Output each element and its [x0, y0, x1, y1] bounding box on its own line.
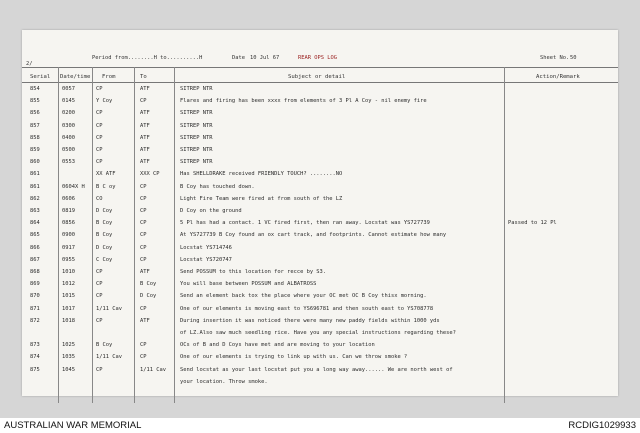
to-cell: CP: [140, 305, 147, 312]
column-header-from: From: [102, 74, 116, 80]
subject-cell: Light Fire Team were fired at from south of the LZ: [180, 195, 343, 202]
from-cell: CP: [96, 317, 103, 324]
to-cell: ATF: [140, 147, 150, 153]
subject-cell: Send POSSUM to this location for recce by S3.: [180, 269, 327, 275]
log-row: [22, 367, 618, 377]
to-cell: ATF: [140, 86, 150, 92]
to-cell: CP: [140, 232, 147, 239]
to-cell: CP: [140, 354, 147, 361]
from-cell: Y Coy: [96, 98, 113, 105]
header-rule-bottom: [22, 82, 618, 83]
from-cell: CP: [96, 159, 103, 166]
serial-cell: 868: [30, 269, 40, 275]
from-cell: CP: [96, 134, 103, 141]
log-title: REAR OPS LOG: [298, 55, 337, 61]
serial-cell: 861: [30, 171, 40, 178]
to-cell: XXX CP: [140, 171, 160, 178]
log-sheet: [22, 30, 618, 396]
subject-cell: Has SHELLDRAKE received FRIENDLY TOUCH? ........NO: [180, 171, 343, 178]
footer-id: RCDIG1029933: [568, 420, 636, 431]
datetime-cell: 1010: [62, 269, 75, 275]
log-row: [22, 196, 618, 206]
log-row: [22, 330, 618, 340]
datetime-cell: 1018: [62, 317, 75, 324]
datetime-cell: 0200: [62, 110, 75, 117]
log-row: [22, 171, 618, 181]
column-header-subject: Subject or detail: [288, 74, 346, 80]
subject-cell: D Coy on the ground: [180, 208, 242, 214]
datetime-cell: 0300: [62, 122, 75, 129]
log-row: [22, 257, 618, 267]
from-cell: B Coy: [96, 220, 113, 227]
log-row: [22, 232, 618, 242]
from-cell: C Coy: [96, 256, 113, 263]
footer-source: AUSTRALIAN WAR MEMORIAL: [4, 420, 142, 431]
subject-cell: SITREP NTR: [180, 134, 213, 141]
from-cell: CO: [96, 195, 103, 202]
from-cell: CP: [96, 147, 103, 153]
serial-cell: 860: [30, 159, 40, 166]
subject-cell: OCs of B and D Coys have met and are moving to your location: [180, 342, 375, 349]
from-cell: CP: [96, 122, 103, 129]
log-row: [22, 98, 618, 108]
to-cell: ATF: [140, 110, 150, 117]
to-cell: CP: [140, 244, 147, 251]
to-cell: CP: [140, 195, 147, 202]
serial-cell: 854: [30, 86, 40, 92]
from-cell: CP: [96, 110, 103, 117]
serial-cell: 874: [30, 354, 40, 361]
datetime-cell: 1015: [62, 293, 75, 300]
subject-cell: SITREP NTR: [180, 110, 213, 117]
subject-cell: At YS727739 B Coy found an ox cart track, and footprints. Cannot estimate how many: [180, 232, 447, 239]
subject-cell: Send an element back tox the place where your OC met OC B Coy thisx morning.: [180, 293, 427, 300]
datetime-cell: 0819: [62, 208, 75, 214]
serial-cell: 870: [30, 293, 40, 300]
action-cell: Passed to 12 Pl: [508, 220, 557, 227]
subject-cell: SITREP NTR: [180, 147, 213, 153]
subject-cell: Locstat YS720747: [180, 256, 232, 263]
subject-cell: You will base between POSSUM and ALBATROSS: [180, 281, 317, 288]
to-cell: CP: [140, 98, 147, 105]
to-cell: 1/11 Cav: [140, 366, 166, 373]
subject-cell: Flares and firing has been xxxx from elements of 3 Pl A Coy - nil enemy fire: [180, 98, 427, 105]
datetime-cell: 0500: [62, 147, 75, 153]
sheet-number: 50: [570, 55, 577, 61]
log-row: [22, 342, 618, 352]
serial-cell: 872: [30, 317, 40, 324]
subject-cell: SITREP NTR: [180, 122, 213, 129]
to-cell: CP: [140, 220, 147, 227]
log-row: [22, 354, 618, 364]
serial-cell: 858: [30, 134, 40, 141]
column-header-serial: Serial: [30, 74, 51, 80]
log-row: [22, 245, 618, 255]
to-cell: CP: [140, 342, 147, 349]
subject-cell: B Coy has touched down.: [180, 183, 255, 190]
from-cell: 1/11 Cav: [96, 305, 122, 312]
to-cell: D Coy: [140, 293, 157, 300]
datetime-cell: 0553: [62, 159, 75, 166]
to-cell: CP: [140, 256, 147, 263]
from-cell: B Coy: [96, 342, 113, 349]
sheet-label: Sheet No.: [540, 55, 570, 61]
log-row: [22, 135, 618, 145]
from-cell: CP: [96, 281, 103, 288]
from-cell: B Coy: [96, 232, 113, 239]
column-header-datetime: Date/time: [60, 74, 91, 80]
serial-cell: 875: [30, 366, 40, 373]
serial-cell: 871: [30, 305, 40, 312]
subject-cell: One of our elements is trying to link up with us. Can we throw smoke ?: [180, 354, 408, 361]
subject-cell: of LZ.Also saw much seedling rice. Have you any special instructions regarding these?: [180, 330, 456, 336]
datetime-cell: 1012: [62, 281, 75, 288]
date-label: Date: [232, 55, 245, 61]
to-cell: CP: [140, 183, 147, 190]
serial-cell: 869: [30, 281, 40, 288]
datetime-cell: 1025: [62, 342, 75, 349]
datetime-cell: 0145: [62, 98, 75, 105]
from-cell: CP: [96, 269, 103, 275]
to-cell: CP: [140, 208, 147, 214]
serial-cell: 855: [30, 98, 40, 105]
to-cell: ATF: [140, 159, 150, 166]
serial-cell: 861: [30, 183, 40, 190]
log-row: [22, 147, 618, 157]
log-row: [22, 208, 618, 218]
log-row: [22, 269, 618, 279]
column-header-action: Action/Remark: [536, 74, 580, 80]
datetime-cell: 0917: [62, 244, 75, 251]
datetime-cell: 0856: [62, 220, 75, 227]
subject-cell: During insertion it was noticed there were many new paddy fields within 1000 yds: [180, 317, 440, 324]
to-cell: ATF: [140, 269, 150, 275]
from-cell: CP: [96, 366, 103, 373]
datetime-cell: 0606: [62, 195, 75, 202]
log-row: [22, 220, 618, 230]
log-row: [22, 306, 618, 316]
period-label: Period from........H to..........H: [92, 55, 203, 61]
serial-cell: 862: [30, 195, 40, 202]
to-cell: ATF: [140, 317, 150, 324]
from-cell: CP: [96, 86, 103, 92]
serial-cell: 857: [30, 122, 40, 129]
datetime-cell: 0400: [62, 134, 75, 141]
date-value: 10 Jul 67: [250, 55, 280, 61]
to-cell: B Coy: [140, 281, 157, 288]
log-row: [22, 86, 618, 96]
datetime-cell: 1035: [62, 354, 75, 361]
to-cell: ATF: [140, 134, 150, 141]
log-row: [22, 281, 618, 291]
corner-mark: 2/: [26, 61, 33, 67]
subject-cell: Send locstat as your last locstat put you a long way away...... We are north west of: [180, 366, 453, 373]
log-row: [22, 123, 618, 133]
log-row: [22, 159, 618, 169]
log-row: [22, 293, 618, 303]
column-header-to: To: [140, 74, 147, 80]
serial-cell: 873: [30, 342, 40, 349]
from-cell: D Coy: [96, 208, 113, 214]
log-row: [22, 379, 618, 389]
subject-cell: SITREP NTR: [180, 86, 213, 92]
datetime-cell: 1017: [62, 305, 75, 312]
from-cell: XX ATF: [96, 171, 116, 178]
datetime-cell: 0057: [62, 86, 75, 92]
serial-cell: 859: [30, 147, 40, 153]
serial-cell: 866: [30, 244, 40, 251]
serial-cell: 864: [30, 220, 40, 227]
datetime-cell: 0955: [62, 256, 75, 263]
footer-bar: [0, 418, 640, 433]
from-cell: D Coy: [96, 244, 113, 251]
serial-cell: 863: [30, 208, 40, 214]
header-rule-top: [22, 67, 618, 68]
subject-cell: SITREP NTR: [180, 159, 213, 166]
from-cell: CP: [96, 293, 103, 300]
log-row: [22, 184, 618, 194]
log-row: [22, 318, 618, 328]
subject-cell: 5 Pl has had a contact. 1 VC fired first, then ran away. Locstat was YS727739: [180, 220, 430, 227]
subject-cell: Locstat YS714746: [180, 244, 232, 251]
serial-cell: 867: [30, 256, 40, 263]
datetime-cell: 0604X H: [62, 183, 85, 190]
subject-cell: One of our elements is moving east to YS696781 and then south east to YS708778: [180, 305, 434, 312]
from-cell: B C oy: [96, 183, 116, 190]
datetime-cell: 0900: [62, 232, 75, 239]
serial-cell: 856: [30, 110, 40, 117]
datetime-cell: 1045: [62, 366, 75, 373]
from-cell: 1/11 Cav: [96, 354, 122, 361]
subject-cell: your location. Throw smoke.: [180, 378, 268, 385]
serial-cell: 865: [30, 232, 40, 239]
log-row: [22, 110, 618, 120]
to-cell: ATF: [140, 122, 150, 129]
